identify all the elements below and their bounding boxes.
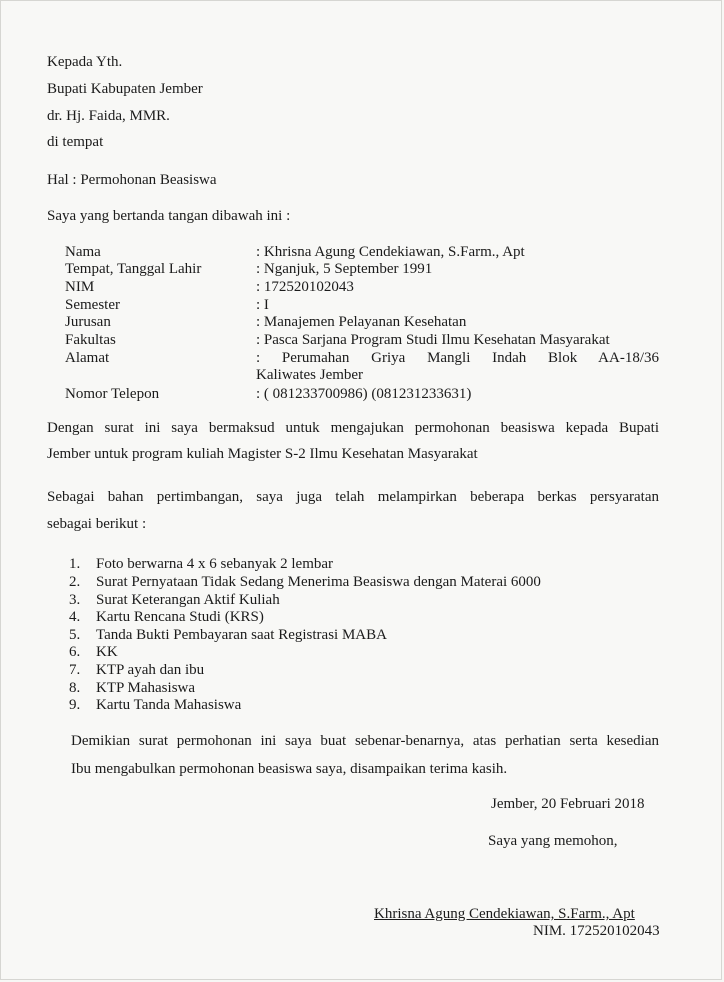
list-item: 8. KTP Mahasiswa — [69, 680, 196, 696]
closing-paragraph — [71, 732, 659, 750]
address-line-1: : Perumahan Griya Mangli Indah Blok AA-18/36 — [256, 350, 659, 366]
identity-label: Alamat — [65, 350, 110, 366]
identity-value: : Khrisna Agung Cendekiawan, S.Farm., Apt — [256, 244, 525, 260]
identity-label: Nomor Telepon — [65, 386, 160, 402]
identity-value: : Nganjuk, 5 September 1991 — [256, 261, 433, 277]
list-item: 9. Kartu Tanda Mahasiswa — [69, 697, 242, 713]
identity-value: : 172520102043 — [256, 279, 354, 295]
identity-value: : ( 081233700986) (081231233631) — [256, 386, 472, 402]
consideration-line-2: sebagai berikut : — [47, 516, 147, 532]
consideration-line-1: Sebagai bahan pertimbangan, saya juga telah melampirkan beberapa berkas persyaratan — [47, 489, 659, 505]
identity-value: : I — [256, 297, 269, 313]
recipient-line-3: dr. Hj. Faida, MMR. — [47, 108, 170, 124]
identity-label: Nama — [65, 244, 101, 260]
consideration-paragraph — [47, 488, 659, 506]
identity-label: NIM — [65, 279, 95, 295]
list-item: 7. KTP ayah dan ibu — [69, 662, 205, 678]
sign-off: Saya yang memohon, — [488, 833, 618, 849]
purpose-paragraph — [47, 419, 659, 437]
identity-label: Jurusan — [65, 314, 111, 330]
purpose-line-1: Dengan surat ini saya bermaksud untuk mengajukan permohonan beasiswa kepada Bupati — [47, 420, 659, 436]
list-item: 6. KK — [69, 644, 118, 660]
list-item: 2. Surat Pernyataan Tidak Sedang Menerima Beasiswa dengan Materai 6000 — [69, 574, 541, 590]
closing-line-2: Ibu mengabulkan permohonan beasiswa saya, disampaikan terima kasih. — [71, 761, 508, 777]
purpose-line-2: Jember untuk program kuliah Magister S-2 Ilmu Kesehatan Masyarakat — [47, 446, 478, 462]
identity-value: : Pasca Sarjana Program Studi Ilmu Kesehatan Masyarakat — [256, 332, 610, 348]
signatory-name: Khrisna Agung Cendekiawan, S.Farm., Apt — [374, 906, 635, 922]
address-line-2: Kaliwates Jember — [256, 367, 364, 383]
list-item: 1. Foto berwarna 4 x 6 sebanyak 2 lembar — [69, 556, 334, 572]
identity-value: : Manajemen Pelayanan Kesehatan — [256, 314, 467, 330]
identity-label: Fakultas — [65, 332, 116, 348]
recipient-line-4: di tempat — [47, 134, 104, 150]
intro-line: Saya yang bertanda tangan dibawah ini : — [47, 208, 291, 224]
list-item: 3. Surat Keterangan Aktif Kuliah — [69, 592, 280, 608]
identity-label: Tempat, Tanggal Lahir — [65, 261, 202, 277]
identity-label: Semester — [65, 297, 120, 313]
list-item: 5. Tanda Bukti Pembayaran saat Registrasi MABA — [69, 627, 387, 643]
recipient-line-2: Bupati Kabupaten Jember — [47, 81, 203, 97]
identity-value-address — [256, 350, 659, 384]
closing-line-1: Demikian surat permohonan ini saya buat sebenar-benarnya, atas perhatian serta kesedian — [71, 733, 659, 749]
place-date: Jember, 20 Februari 2018 — [491, 796, 645, 812]
list-item: 4. Kartu Rencana Studi (KRS) — [69, 609, 264, 625]
recipient-line-1: Kepada Yth. — [47, 54, 123, 70]
signatory-nim: NIM. 172520102043 — [533, 923, 660, 939]
subject-line: Hal : Permohonan Beasiswa — [47, 172, 217, 188]
